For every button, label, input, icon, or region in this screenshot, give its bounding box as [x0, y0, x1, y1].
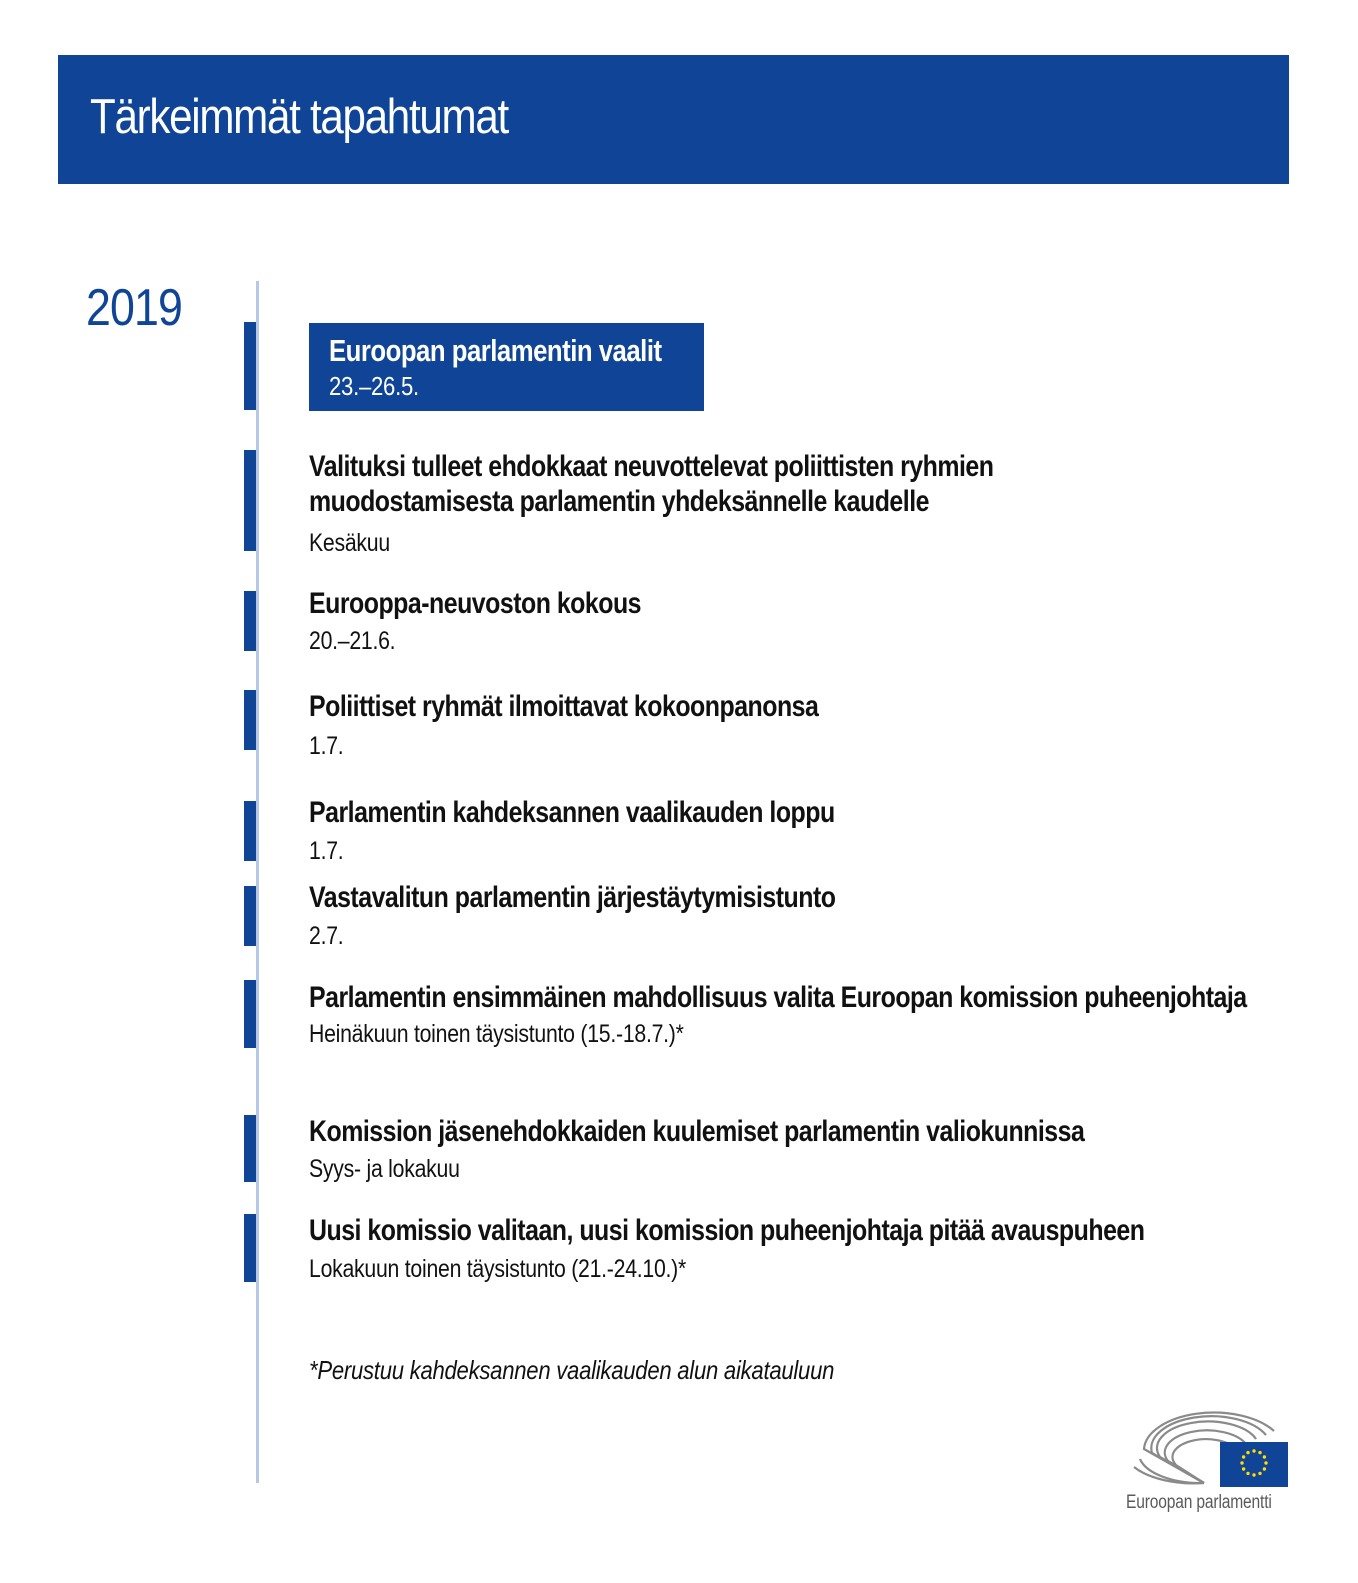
page-title: Tärkeimmät tapahtumat [90, 90, 508, 144]
highlight-event-date: 23.–26.5. [329, 371, 419, 401]
timeline-marker [244, 322, 256, 410]
event-date: Syys- ja lokakuu [309, 1155, 460, 1183]
event-date: Lokakuun toinen täysistunto (21.-24.10.)* [309, 1255, 687, 1283]
event-title: Poliittiset ryhmät ilmoittavat kokoonpanonsa [309, 690, 819, 723]
header-banner [58, 55, 1289, 184]
timeline-marker [244, 801, 256, 861]
timeline-marker [244, 690, 256, 750]
timeline-marker [244, 1214, 256, 1282]
event-title: Uusi komissio valitaan, uusi komission puheenjohtaja pitää avauspuheen [309, 1214, 1145, 1247]
event-title: Komission jäsenehdokkaiden kuulemiset parlamentin valiokunnissa [309, 1115, 1085, 1148]
timeline-marker [244, 1115, 256, 1182]
event-title: Parlamentin ensimmäinen mahdollisuus valita Euroopan komission puheenjohtaja [309, 981, 1247, 1014]
event-date: Heinäkuun toinen täysistunto (15.-18.7.)* [309, 1020, 684, 1048]
year-label: 2019 [86, 279, 183, 337]
event-date: 1.7. [309, 837, 344, 865]
event-date: 1.7. [309, 732, 344, 760]
event-title: Vastavalitun parlamentin järjestäytymisistunto [309, 881, 836, 914]
event-title: Eurooppa-neuvoston kokous [309, 587, 642, 620]
event-date: 2.7. [309, 922, 344, 950]
timeline-marker [244, 886, 256, 946]
timeline-marker [244, 591, 256, 651]
event-title: Valituksi tulleet ehdokkaat neuvottelevat poliittisten ryhmien [309, 450, 994, 483]
footnote: *Perustuu kahdeksannen vaalikauden alun aikatauluun [309, 1355, 835, 1385]
logo-text: Euroopan parlamentti [1126, 1492, 1272, 1513]
event-title-line2: muodostamisesta parlamentin yhdeksännelle kaudelle [309, 485, 929, 518]
timeline-marker [244, 980, 256, 1048]
timeline-marker [244, 450, 256, 551]
highlight-event-title: Euroopan parlamentin vaalit [329, 333, 662, 368]
event-date: 20.–21.6. [309, 627, 396, 655]
timeline-axis [256, 281, 259, 1483]
event-date: Kesäkuu [309, 529, 390, 557]
event-title: Parlamentin kahdeksannen vaalikauden loppu [309, 796, 835, 829]
highlight-event [309, 323, 704, 411]
